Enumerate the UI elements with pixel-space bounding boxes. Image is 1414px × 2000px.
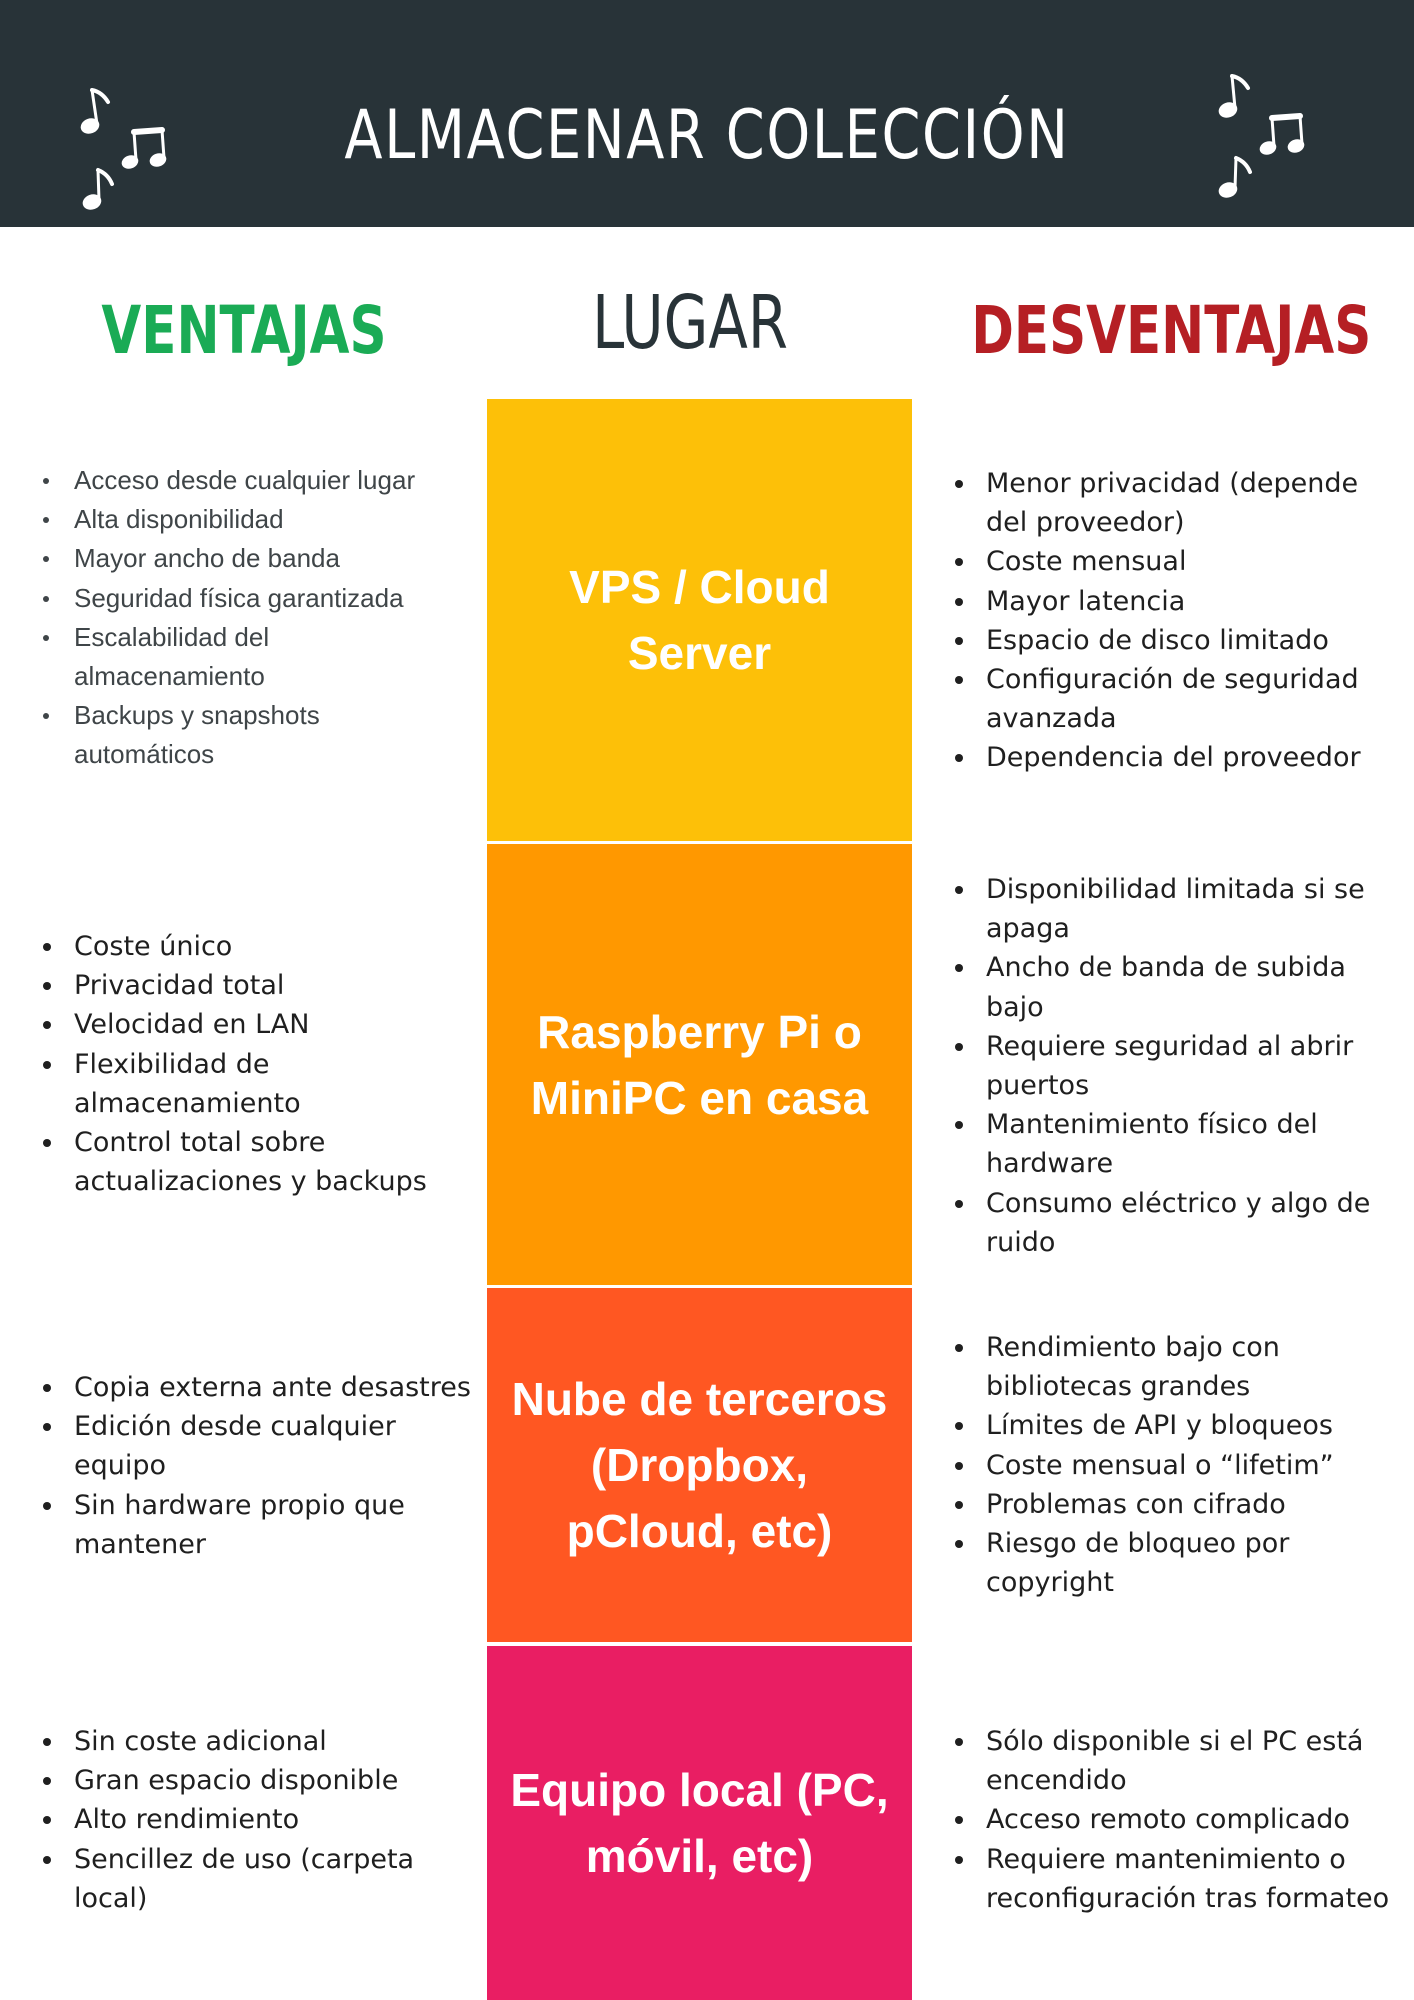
music-notes-graphic: [1206, 70, 1326, 210]
list-item: Acceso remoto complicado: [945, 1800, 1400, 1839]
list-item: Espacio de disco limitado: [945, 621, 1395, 660]
cons-list: [945, 1722, 1400, 1918]
header-banner: [0, 0, 1414, 227]
list-item: Sólo disponible si el PC está encendido: [945, 1722, 1400, 1800]
list-item: Problemas con cifrado: [945, 1485, 1395, 1524]
list-item: Ancho de banda de subida bajo: [945, 948, 1395, 1026]
list-item: Alta disponibilidad: [33, 500, 463, 539]
place-label: VPS / Cloud Server: [569, 561, 830, 679]
cons-list: [945, 870, 1395, 1262]
list-item: Velocidad en LAN: [33, 1005, 463, 1044]
page-title: ALMACENAR COLECCIÓN: [344, 96, 1070, 175]
place-label: Nube de terceros (Dropbox, pCloud, etc): [511, 1373, 888, 1557]
place-label: Equipo local (PC, móvil, etc): [510, 1764, 889, 1882]
list-item: Alto rendimiento: [33, 1800, 463, 1839]
cons-list: [945, 1328, 1395, 1602]
place-block-local: [487, 1646, 912, 2000]
list-item: Mayor latencia: [945, 582, 1395, 621]
list-item: Mantenimiento físico del hardware: [945, 1105, 1395, 1183]
list-item: Configuración de seguridad avanzada: [945, 660, 1395, 738]
pros-list: [33, 1722, 463, 1918]
list-item: Copia externa ante desastres: [33, 1368, 473, 1407]
list-item: Requiere seguridad al abrir puertos: [945, 1027, 1395, 1105]
cons-list: [945, 464, 1395, 778]
list-item: Mayor ancho de banda: [33, 539, 463, 578]
list-item: Control total sobre actualizaciones y backups: [33, 1123, 463, 1201]
list-item: Rendimiento bajo con bibliotecas grandes: [945, 1328, 1395, 1406]
column-heading-lugar: LUGAR: [592, 280, 788, 366]
list-item: Seguridad física garantizada: [33, 579, 463, 618]
pros-list: [33, 1368, 473, 1564]
list-item: Flexibilidad de almacenamiento: [33, 1045, 463, 1123]
place-block-third-party-cloud: [487, 1288, 912, 1642]
place-block-vps: [487, 399, 912, 841]
list-item: Privacidad total: [33, 966, 463, 1005]
list-item: Disponibilidad limitada si se apaga: [945, 870, 1395, 948]
list-item: Backups y snapshots automáticos: [33, 696, 463, 774]
list-item: Coste único: [33, 927, 463, 966]
list-item: Sencillez de uso (carpeta local): [33, 1840, 463, 1918]
list-item: Sin coste adicional: [33, 1722, 463, 1761]
list-item: Gran espacio disponible: [33, 1761, 463, 1800]
list-item: Escalabilidad del almacenamiento: [33, 618, 463, 696]
list-item: Consumo eléctrico y algo de ruido: [945, 1184, 1395, 1262]
list-item: Límites de API y bloqueos: [945, 1406, 1395, 1445]
column-heading-desventajas: DESVENTAJAS: [971, 292, 1372, 369]
list-item: Riesgo de bloqueo por copyright: [945, 1524, 1395, 1602]
pros-list: [33, 927, 463, 1201]
column-heading-ventajas: VENTAJAS: [101, 292, 387, 369]
list-item: Coste mensual: [945, 542, 1395, 581]
music-notes-icon: [1206, 70, 1326, 210]
list-item: Menor privacidad (depende del proveedor): [945, 464, 1395, 542]
pros-list: [33, 461, 463, 775]
list-item: Dependencia del proveedor: [945, 738, 1395, 777]
list-item: Requiere mantenimiento o reconfiguración tras formateo: [945, 1840, 1400, 1918]
place-block-raspberry: [487, 844, 912, 1285]
place-label: Raspberry Pi o MiniPC en casa: [530, 1005, 869, 1124]
list-item: Acceso desde cualquier lugar: [33, 461, 463, 500]
list-item: Edición desde cualquier equipo: [33, 1407, 473, 1485]
list-item: Coste mensual o “lifetim”: [945, 1446, 1395, 1485]
list-item: Sin hardware propio que mantener: [33, 1486, 473, 1564]
